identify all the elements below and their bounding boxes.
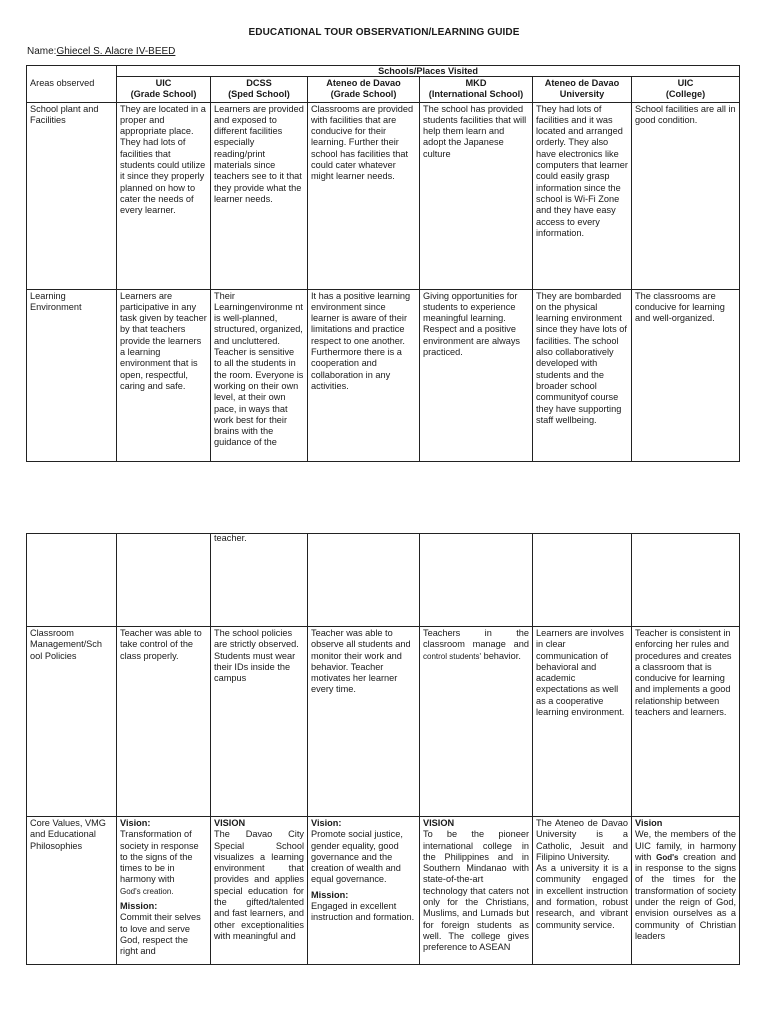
col-header-dcss: DCSS (Sped School) <box>211 77 308 103</box>
table-cell: VISION The Davao City Special School visualizes a learning environment that provides and applies special education for the gifted/talented and fast learners, and other exceptionalities with meaningful and <box>211 817 308 965</box>
table-cell: Teacher was able to observe all students and monitor their work and behavior. Teacher motivates her learner every time. <box>308 627 420 817</box>
table-cell: Teacher is consistent in enforcing her rules and procedures and creates a classroom that is conducive for learning and implements a good relationship between teachers and learners. <box>632 627 740 817</box>
table-row-school-plant <box>27 102 740 289</box>
row-label-classroom-management: Classroom Management/Sch ool Policies <box>27 627 117 817</box>
table-cell: Learners are participative in any task given by teacher by that teachers provide the learners a learning environment that is open, respectful, caring and safe. <box>117 289 211 461</box>
row-label-school-plant: School plant and Facilities <box>27 102 117 289</box>
table-cell <box>420 534 533 627</box>
table-cell: Their Learningenvironme nt is well-planned, structured, organized, and uncluttered. Teacher is sensitive to all the students in the room. Everyone is working on their own level, at their own pace, in ways that work best for their brains with the guidance of the <box>211 289 308 461</box>
table-row-learning-continued <box>27 534 740 627</box>
table-cell: Learners are provided and exposed to different facilities especially reading/print materials since teachers see to it that they provide what the learner needs. <box>211 102 308 289</box>
table-cell: teacher. <box>211 534 308 627</box>
table-row-classroom-management <box>27 627 740 817</box>
table-cell: The school has provided students facilities that will help them learn and adopt the Japanese culture <box>420 102 533 289</box>
col-header-ateneo-grade: Ateneo de Davao (Grade School) <box>308 77 420 103</box>
schools-visited-header: Schools/Places Visited <box>117 66 740 77</box>
table-cell <box>533 534 632 627</box>
table-cell: They had lots of facilities and it was located and arranged orderly. They also have electronics like computers that learner could easily grasp information since the school is Wi-Fi Zone and they have easy access to every information. <box>533 102 632 289</box>
table-cell <box>27 534 117 627</box>
table-cell: It has a positive learning environment since learner is aware of their limitations and practice respect to one another. Furthermore there is a cooperation and collaboration in any activities. <box>308 289 420 461</box>
row-label-core-values: Core Values, VMG and Educational Philosophies <box>27 817 117 965</box>
table-row-learning-environment <box>27 289 740 461</box>
document-title: EDUCATIONAL TOUR OBSERVATION/LEARNING GUIDE <box>248 27 520 38</box>
table-cell <box>117 534 211 627</box>
observation-table-page-1 <box>26 65 740 462</box>
row-label-learning-environment: Learning Environment <box>27 289 117 461</box>
table-cell: VISION To be the pioneer international college in the Philippines and in Southern Mindanao with state-of-the-art technology that caters not only for the Christians, Muslims, and Lumads but for foreign students as well. The college gives preference to ASEAN <box>420 817 533 965</box>
areas-observed-header: Areas observed <box>27 66 117 103</box>
table-row-core-values <box>27 817 740 965</box>
table-cell: School facilities are all in good condition. <box>632 102 740 289</box>
observation-table-page-2 <box>26 533 740 965</box>
col-header-mkd: MKD (International School) <box>420 77 533 103</box>
col-header-ateneo-university: Ateneo de Davao University <box>533 77 632 103</box>
name-value: Ghiecel S. Alacre IV-BEED <box>56 46 176 57</box>
table-cell <box>632 534 740 627</box>
table-cell: They are bombarded on the physical learning environment since they have lots of facilities. The school also collaboratively developed with students and the broader school communityof course they have supporting staff wellbeing. <box>533 289 632 461</box>
table-cell: Vision: Promote social justice, gender equality, good governance and the creation of wealth and equal governance. Mission: Engaged in excellent instruction and formation. <box>308 817 420 965</box>
table-cell: Teachers in the classroom manage and control students' behavior. <box>420 627 533 817</box>
table-cell: The school policies are strictly observed. Students must wear their IDs inside the campus <box>211 627 308 817</box>
table-cell: Teacher was able to take control of the class properly. <box>117 627 211 817</box>
table-cell <box>308 534 420 627</box>
col-header-uic-college: UIC (College) <box>632 77 740 103</box>
name-line <box>27 46 175 57</box>
table-cell: The classrooms are conducive for learning and well-organized. <box>632 289 740 461</box>
table-cell: They are located in a proper and appropriate place. They had lots of facilities that students could utilize it since they properly planned on how to cater the needs of every learner. <box>117 102 211 289</box>
name-label: Name: <box>27 46 57 57</box>
table-cell: The Ateneo de Davao University is a Catholic, Jesuit and Filipino University. As a university it is a community engaged in excellent instruction and formation, robust research, and vibrant community service. <box>533 817 632 965</box>
table-cell: Giving opportunities for students to experience meaningful learning. Respect and a positive environment are always practiced. <box>420 289 533 461</box>
col-header-uic-grade: UIC (Grade School) <box>117 77 211 103</box>
table-cell: Learners are involves in clear communication of behavioral and academic expectations as well as a cooperative learning environment. <box>533 627 632 817</box>
table-cell: Vision We, the members of the UIC family, in harmony with God's creation and in response to the signs of the times for the transformation of society under the reign of God, envision ourselves as a community of Christian leaders <box>632 817 740 965</box>
table-cell: Vision: Transformation of society in response to the signs of the times to be in harmony with God's creation. Mission: Commit their selves to love and serve God, respect the right and <box>117 817 211 965</box>
table-cell: Classrooms are provided with facilities that are conducive for their learning. Further their school has facilities that could cater whatever might learner needs. <box>308 102 420 289</box>
